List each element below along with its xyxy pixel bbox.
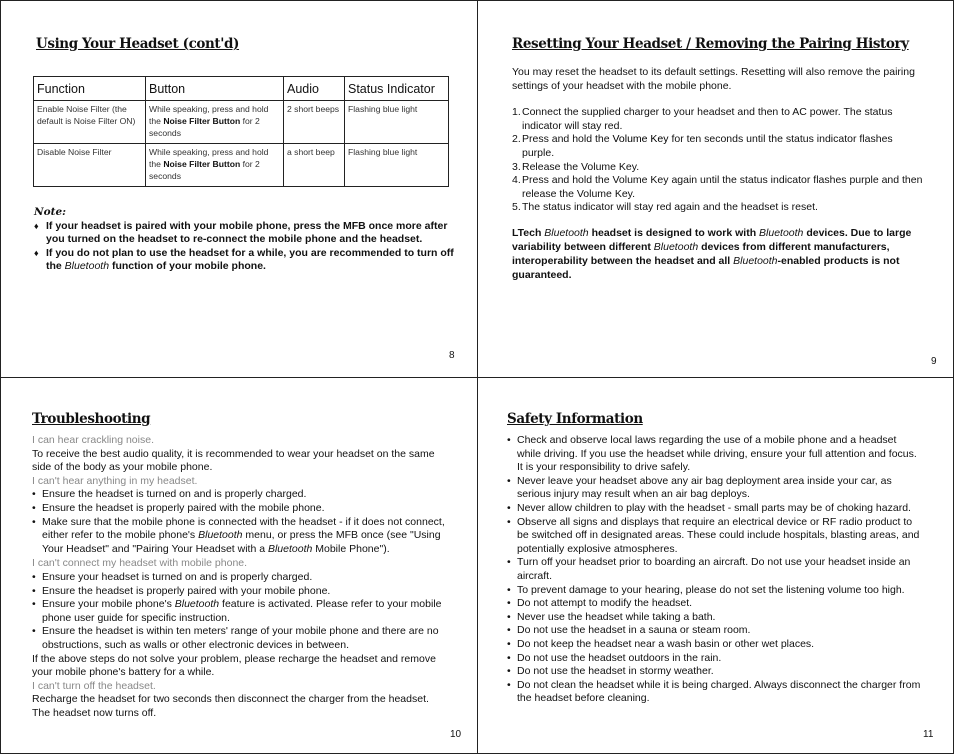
safety-item: • Observe all signs and displays that require an electrical device or RF radio product to be switched off in designated areas. These could include hospitals, blasting areas, and potentially explosive atmospheres. [507,516,922,557]
page-9-title: Resetting Your Headset / Removing the Pairing History [512,36,909,52]
safety-item: • Turn off your headset prior to boarding an aircraft. Do not use your headset inside an aircraft. [507,556,922,583]
reset-step: 5. The status indicator will stay red again and the headset is reset. [512,201,818,214]
safety-list [507,434,922,706]
safety-item: • Do not use the headset in a sauna or steam room. [507,624,922,638]
note-item: ♦ If your headset is paired with your mobile phone, press the MFB once more after you turned on the headset to re-connect the mobile phone and the headset. [34,220,454,247]
safety-item: • Never use the headset while taking a bath. [507,611,922,625]
reset-instructions [512,66,926,215]
safety-item: • Do not use the headset outdoors in the rain. [507,652,922,666]
table-header: Status Indicator [345,77,449,101]
list-item: • Ensure the headset is properly paired with the mobile phone. [32,502,446,516]
page-number: 10 [450,729,462,740]
list-item: • Ensure your mobile phone's Bluetooth feature is activated. Please refer to your mobile phone user guide for specific instruction. [32,598,446,625]
table-cell-audio: a short beep [284,144,345,187]
page-8 [0,0,478,378]
safety-item: • Do not use the headset in stormy weather. [507,665,922,679]
note-item: ♦ If you do not plan to use the headset for a while, you are recommended to turn off the Bluetooth function of your mobile phone. [34,247,454,274]
safety-item: • To prevent damage to your hearing, please do not set the listening volume too high. [507,584,922,598]
page-number: 8 [449,350,455,361]
reset-step: 4. Press and hold the Volume Key again until the status indicator flashes purple and then release the Volume Key. [512,174,923,200]
troubleshooting-content [32,434,446,720]
table-header: Audio [284,77,345,101]
table-cell-button: While speaking, press and hold the Noise Filter Button for 2 seconds [146,101,284,144]
table-cell-function: Enable Noise Filter (the default is Noise Filter ON) [34,101,146,144]
noise-filter-key: Noise Filter Button [163,159,241,169]
reset-intro: You may reset the headset to its default settings. Resetting will also remove the pairing settings of your headset with the mobile phone. [512,66,915,92]
safety-item: • Do not clean the headset while it is being charged. Always disconnect the charger from the headset before cleaning. [507,679,922,706]
page-11-title: Safety Information [507,411,643,427]
table-row [34,144,449,187]
issue-heading: I can't turn off the headset. [32,679,156,692]
safety-item: • Never leave your headset above any air bag deployment area inside your car, as serious injury may result when an air bag deploys. [507,475,922,502]
list-item: • Ensure the headset is within ten meters' range of your mobile phone and there are no obstructions, such as walls or other electronic devices in between. [32,625,446,652]
reset-step: 1. Connect the supplied charger to your headset and then to AC power. The status indicator will stay red. [512,106,893,132]
reset-step: 3. Release the Volume Key. [512,160,640,173]
table-cell-status: Flashing blue light [345,101,449,144]
table-header: Function [34,77,146,101]
note-label: Note: [34,206,67,218]
issue-heading: I can't hear anything in my headset. [32,474,198,487]
list-item: • Make sure that the mobile phone is connected with the headset - if it does not connect, either refer to the mobile phone's Bluetooth menu, or press the MFB once (see "Using Your Headset" and "Pairing Your Headset with a Bluetooth Mobile Phone"). [32,516,446,557]
safety-item: • Check and observe local laws regarding the use of a mobile phone and a headset while driving. If you use the headset while driving, ensure your full attention and focus. It is your responsibility to drive safely. [507,434,922,475]
safety-item: • Never allow children to play with the headset - small parts may be of choking hazard. [507,502,922,516]
page-8-title: Using Your Headset (cont'd) [36,36,240,52]
list-item: • Ensure the headset is turned on and is properly charged. [32,488,446,502]
note-block [34,206,454,274]
table-cell-function: Disable Noise Filter [34,144,146,187]
issue-answer: Recharge the headset for two seconds then disconnect the charger from the headset. The headset now turns off. [32,693,429,719]
table-row [34,101,449,144]
page-number: 11 [923,729,934,740]
function-table [33,76,449,187]
page-number: 9 [931,356,937,367]
noise-filter-key: Noise Filter Button [163,116,241,126]
issue-heading: I can hear crackling noise. [32,434,154,446]
page-10-title: Troubleshooting [32,411,151,427]
interoperability-disclaimer: LTech Bluetooth headset is designed to work with Bluetooth devices. Due to large variability between different Bluetooth devices from different manufacturers, interoperability between the headset and all Bluetooth-enabled products is not guaranteed. [512,227,912,281]
table-header-row [34,77,449,101]
issue-heading: I can't connect my headset with mobile phone. [32,557,248,570]
table-cell-status: Flashing blue light [345,144,449,187]
issue-answer: To receive the best audio quality, it is recommended to wear your headset on the same side of the body as your mobile phone. [32,447,435,474]
table-header: Button [146,77,284,101]
safety-item: • Do not keep the headset near a wash basin or other wet places. [507,638,922,652]
safety-item: • Do not attempt to modify the headset. [507,597,922,611]
reset-step: 2. Press and hold the Volume Key for ten seconds until the status indicator flashes purple. [512,133,893,159]
table-cell-button: While speaking, press and hold the Noise Filter Button for 2 seconds [146,144,284,187]
issue-answer: If the above steps do not solve your problem, please recharge the headset and remove your mobile phone's battery for a while. [32,652,436,679]
list-item: • Ensure the headset is properly paired with your mobile phone. [32,585,446,599]
table-cell-audio: 2 short beeps [284,101,345,144]
safety-content [507,434,922,706]
list-item: • Ensure your headset is turned on and is properly charged. [32,571,446,585]
